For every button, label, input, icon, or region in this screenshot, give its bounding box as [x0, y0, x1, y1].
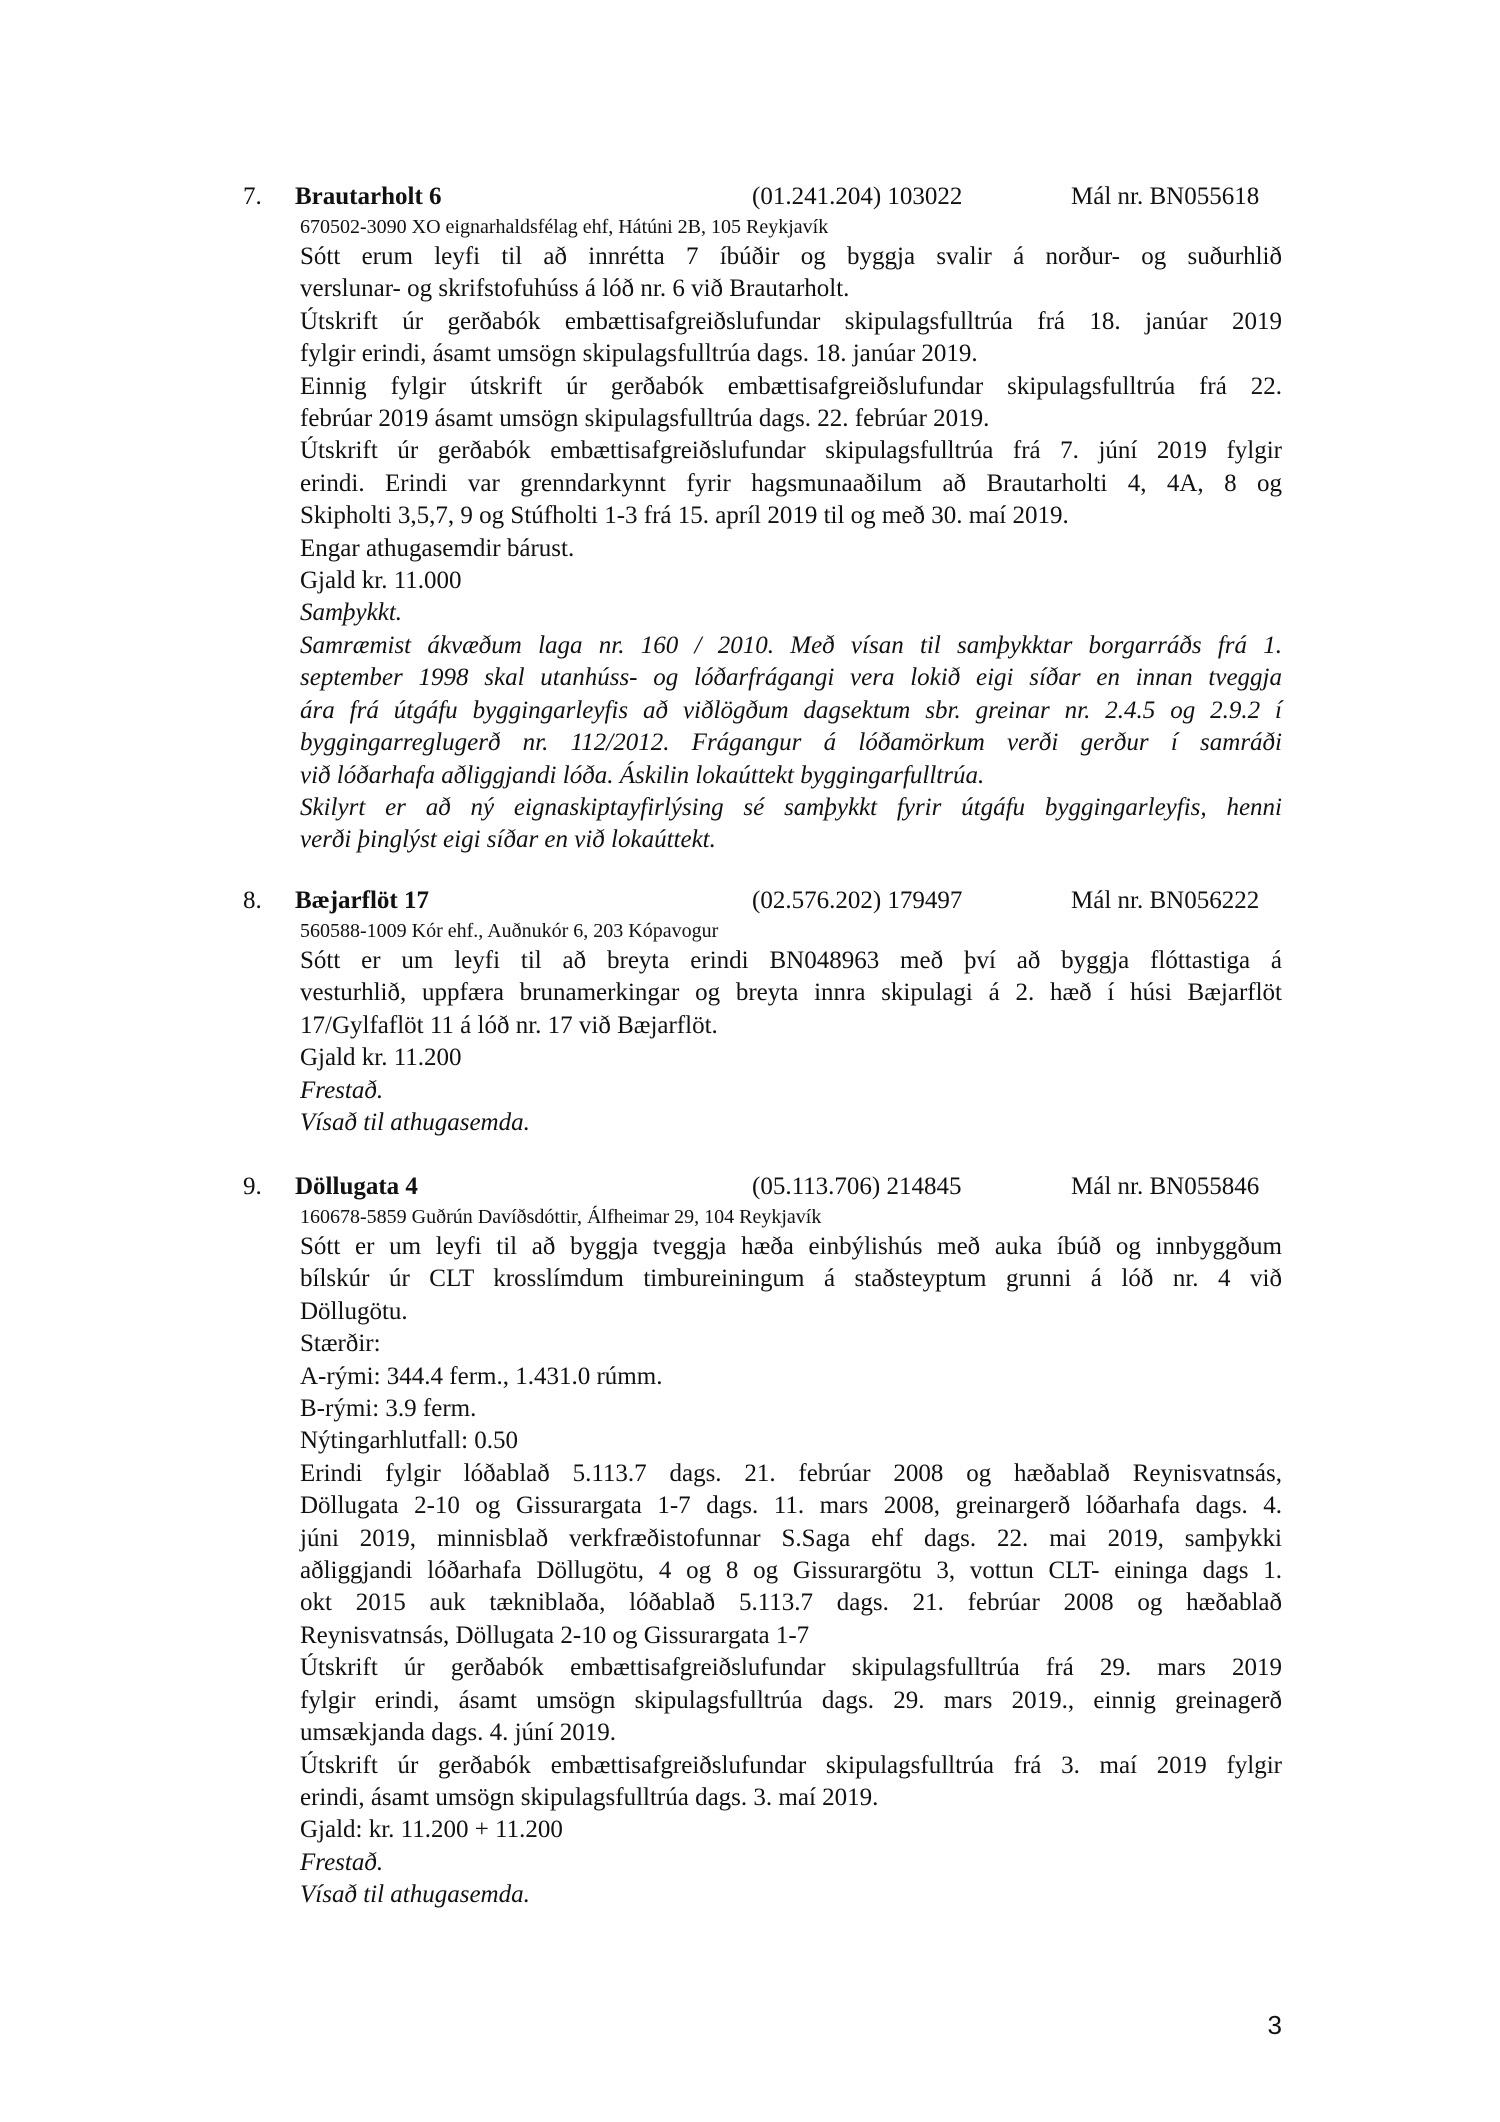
text-line: fylgir erindi, ásamt umsögn skipulagsfulltrúa dags. 18. janúar 2019.: [300, 340, 978, 368]
text-line: Sótt erum leyfi til að innrétta 7 íbúðir og byggja svalir á norður- og suðurhlið: [300, 243, 1282, 270]
text-line: Einnig fylgir útskrift úr gerðabók embættisafgreiðslufundar skipulagsfulltrúa frá 22.: [300, 372, 1282, 400]
condition-line: ára frá útgáfu byggingarleyfis að viðlögðum dagsektum sbr. greinar nr. 2.4.5 og 2.9.2 í: [300, 696, 1282, 724]
condition-line: Samræmist ákvæðum laga nr. 160 / 2010. Með vísan til samþykktar borgarráðs frá 1.: [300, 631, 1282, 659]
text-line: Útskrift úr gerðabók embættisafgreiðslufundar skipulagsfulltrúa frá 7. júní 2019 fylgir: [300, 437, 1282, 465]
decision-line: Frestað.: [300, 1848, 384, 1876]
property-address: Brautarholt 6: [295, 183, 442, 210]
text-line: Útskrift úr gerðabók embættisafgreiðslufundar skipulagsfulltrúa frá 29. mars 2019: [300, 1654, 1282, 1682]
case-header: [0, 884, 1500, 918]
text-line: A-rými: 344.4 ferm., 1.431.0 rúmm.: [300, 1362, 663, 1390]
case-header: [0, 1170, 1500, 1204]
property-code: (02.576.202) 179497: [752, 887, 963, 914]
text-line: fylgir erindi, ásamt umsögn skipulagsfulltrúa dags. 29. mars 2019., einnig greinagerð: [300, 1686, 1282, 1714]
case-body: [300, 1204, 1282, 1912]
decision-line: Samþykkt.: [300, 599, 403, 627]
text-line: aðliggjandi lóðarhafa Döllugötu, 4 og 8 og Gissurargötu 3, vottun CLT- eininga dags 1.: [300, 1557, 1282, 1585]
property-code: (01.241.204) 103022: [752, 183, 963, 210]
condition-line: verði þinglýst eigi síðar en við lokaúttekt.: [300, 826, 716, 854]
property-address: Bæjarflöt 17: [295, 887, 429, 914]
decision-line: Frestað.: [300, 1076, 384, 1104]
text-line: Sótt er um leyfi til að byggja tveggja hæða einbýlishús með auka íbúð og innbyggðum: [300, 1233, 1282, 1260]
case-body: [300, 214, 1282, 857]
text-line: 17/Gylfaflöt 11 á lóð nr. 17 við Bæjarflöt.: [300, 1011, 718, 1039]
case-item-8: [0, 884, 1500, 1139]
condition-line: september 1998 skal utanhúss- og lóðarfrágangi vera lokið eigi síðar en innan tveggja: [300, 664, 1282, 692]
condition-line: við lóðarhafa aðliggjandi lóða. Áskilin lokaúttekt byggingarfulltrúa.: [300, 761, 985, 789]
text-line: Reynisvatnsás, Döllugata 2-10 og Gissurargata 1-7: [300, 1621, 810, 1649]
text-line: Nýtingarhlutfall: 0.50: [300, 1427, 519, 1455]
fee-line: Gjald kr. 11.200: [300, 1044, 462, 1072]
text-line: Engar athugasemdir bárust.: [300, 534, 575, 562]
decision-note-line: Vísað til athugasemda.: [300, 1881, 530, 1909]
applicant-line: 670502-3090 XO eignarhaldsfélag ehf, Hátúni 2B, 105 Reykjavík: [300, 216, 829, 238]
text-line: Skipholti 3,5,7, 9 og Stúfholti 1-3 frá 15. apríl 2019 til og með 30. maí 2019.: [300, 502, 1069, 530]
case-body: [300, 918, 1282, 1139]
text-line: febrúar 2019 ásamt umsögn skipulagsfulltrúa dags. 22. febrúar 2019.: [300, 405, 990, 433]
text-line: Stærðir:: [300, 1330, 381, 1358]
case-item-9: [0, 1170, 1500, 1912]
text-line: Útskrift úr gerðabók embættisafgreiðslufundar skipulagsfulltrúa frá 18. janúar 2019: [300, 307, 1282, 335]
case-number: Mál nr. BN055618: [1071, 183, 1260, 210]
text-line: vesturhlið, uppfæra brunamerkingar og breyta innra skipulagi á 2. hæð í húsi Bæjarflöt: [300, 979, 1282, 1007]
text-line: B-rými: 3.9 ferm.: [300, 1395, 477, 1423]
fee-line: Gjald: kr. 11.200 + 11.200: [300, 1816, 563, 1844]
case-number: Mál nr. BN056222: [1071, 887, 1260, 914]
property-address: Döllugata 4: [295, 1173, 418, 1200]
text-line: Erindi fylgir lóðablað 5.113.7 dags. 21. febrúar 2008 og hæðablað Reynisvatnsás,: [300, 1459, 1282, 1487]
fee-line: Gjald kr. 11.000: [300, 567, 462, 595]
case-item-7: [0, 180, 1500, 857]
case-header: [0, 180, 1500, 214]
text-line: okt 2015 auk tækniblaða, lóðablað 5.113.7 dags. 21. febrúar 2008 og hæðablað: [300, 1589, 1282, 1617]
item-number: 7.: [243, 183, 262, 210]
applicant-line: 560588-1009 Kór ehf., Auðnukór 6, 203 Kópavogur: [300, 920, 719, 942]
text-line: erindi. Erindi var grenndarkynnt fyrir hagsmunaaðilum að Brautarholti 4, 4A, 8 og: [300, 469, 1282, 497]
decision-note-line: Vísað til athugasemda.: [300, 1109, 530, 1137]
condition-line: byggingarreglugerð nr. 112/2012. Frágangur á lóðamörkum verði gerður í samráði: [300, 729, 1282, 757]
property-code: (05.113.706) 214845: [752, 1173, 962, 1200]
text-line: Sótt er um leyfi til að breyta erindi BN048963 með því að byggja flóttastiga á: [300, 947, 1282, 974]
text-line: júni 2019, minnisblað verkfræðistofunnar S.Saga ehf dags. 22. mai 2019, samþykki: [300, 1524, 1282, 1552]
text-line: Döllugata 2-10 og Gissurargata 1-7 dags. 11. mars 2008, greinargerð lóðarhafa dags. 4.: [300, 1492, 1282, 1520]
applicant-line: 160678-5859 Guðrún Davíðsdóttir, Álfheimar 29, 104 Reykjavík: [300, 1206, 822, 1228]
text-line: Döllugötu.: [300, 1297, 408, 1325]
item-number: 9.: [243, 1173, 262, 1200]
condition-line: Skilyrt er að ný eignaskiptayfirlýsing sé samþykkt fyrir útgáfu byggingarleyfis, henni: [300, 793, 1282, 821]
case-number: Mál nr. BN055846: [1071, 1173, 1260, 1200]
item-number: 8.: [243, 887, 262, 914]
page-number: 3: [1267, 2010, 1282, 2040]
text-line: erindi, ásamt umsögn skipulagsfulltrúa dags. 3. maí 2019.: [300, 1783, 879, 1811]
text-line: bílskúr úr CLT krosslímdum timbureiningum á staðsteyptum grunni á lóð nr. 4 við: [300, 1265, 1282, 1293]
text-line: verslunar- og skrifstofuhúss á lóð nr. 6 við Brautarholt.: [300, 275, 850, 303]
text-line: Útskrift úr gerðabók embættisafgreiðslufundar skipulagsfulltrúa frá 3. maí 2019 fylgir: [300, 1751, 1282, 1779]
text-line: umsækjanda dags. 4. júní 2019.: [300, 1719, 616, 1747]
